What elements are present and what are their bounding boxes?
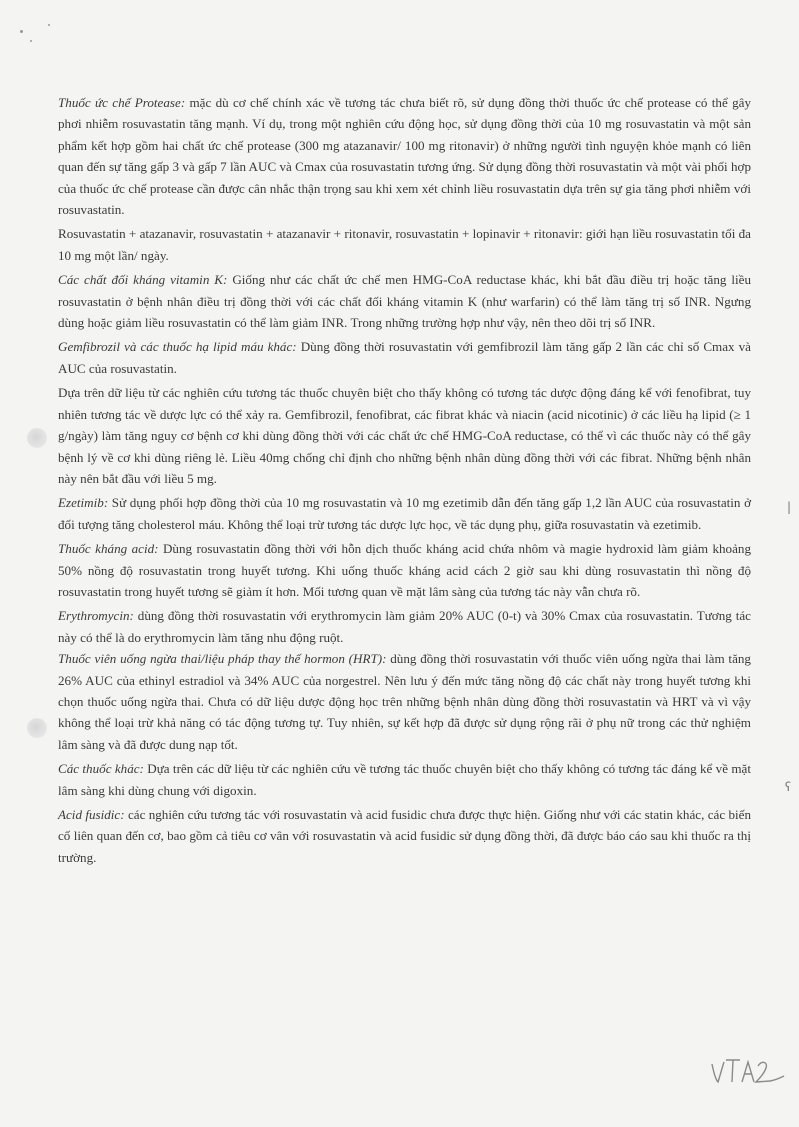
paragraph-text: Sử dụng phối hợp đồng thời của 10 mg rosuvastatin và 10 mg ezetimib dẫn đến tăng gấp 1,2 lần AUC của rosuvastatin ở đối tượng tăng cholesterol máu. Không thể loại trừ tương tác dược lực học, về tác dụng phụ, giữa rosuvastatin và ezetimib. [58, 495, 751, 532]
paragraph [58, 336, 751, 379]
paragraph [58, 492, 751, 535]
paragraph-label: Ezetimib: [58, 495, 109, 511]
paragraph [58, 605, 751, 648]
paragraph-label: Thuốc viên uống ngừa thai/liệu pháp thay thế hormon (HRT): [58, 651, 387, 667]
paragraph-label: Thuốc ức chế Protease: [58, 95, 186, 110]
paragraph [58, 223, 751, 266]
paragraph-text: mặc dù cơ chế chính xác về tương tác chưa biết rõ, sử dụng đồng thời thuốc ức chế protease có thể gây phơi nhiễm rosuvastatin tăng mạnh. Ví dụ, trong một nghiên cứu động học, sử dụng đồng thời của 10 mg rosuvastatin và một sản phẩm kết hợp gồm hai chất ức chế protease (300 mg atazanavir/ 100 mg ritonavir) ở những người tình nguyện khỏe mạnh có liên quan đến sự tăng gấp 3 và gấp 7 lần AUC và Cmax của rosuvastatin tương ứng. Sử dụng đồng thời rosuvastatin và một vài phối hợp của thuốc ức chế protease cần được cân nhắc thận trọng sau khi xem xét chỉnh liều rosuvastatin dựa trên sự gia tăng phơi nhiễm với rosuvastatin. [58, 95, 751, 218]
paragraph-label: Erythromycin: [58, 608, 134, 624]
paragraph [58, 269, 751, 333]
paragraph-label: Các chất đối kháng vitamin K: [58, 272, 228, 288]
scan-speck [30, 40, 32, 42]
document-body [58, 92, 751, 871]
paragraph-text: Dựa trên dữ liệu từ các nghiên cứu tương tác thuốc chuyên biệt cho thấy không có tương tác dược động đáng kể với fenofibrat, tuy nhiên tương tác về dược lực có thể xảy ra. Gemfibrozil, fenofibrat, các fibrat khác và niacin (acid nicotinic) ở các liều hạ lipid (≥ 1 g/ngày) làm tăng nguy cơ bệnh cơ khi dùng đồng thời với các chất ức chế HMG-CoA reductase, có thể vì các thuốc này có thể gây bệnh lý về cơ khi dùng riêng lẻ. Liều 40mg chống chỉ định cho những bệnh nhân dùng đồng thời với các fibrat. Những bệnh nhân này nên bắt đầu với liều 5 mg. [58, 385, 751, 486]
paragraph [58, 648, 751, 755]
paragraph [58, 382, 751, 489]
paragraph-text: các nghiên cứu tương tác với rosuvastatin và acid fusidic chưa được thực hiện. Giống như với các statin khác, các biến cố liên quan đến cơ, bao gồm cả tiêu cơ vân với rosuvastatin và acid fusidic sử dụng đồng thời, đã được báo cáo sau khi thuốc ra thị trường. [58, 807, 751, 865]
paragraph-label: Acid fusidic: [58, 807, 125, 822]
paragraph-text: Dùng rosuvastatin đồng thời với hỗn dịch thuốc kháng acid chứa nhôm và magie hydroxid làm giảm khoảng 50% nồng độ rosuvastatin trong huyết tương. Khi uống thuốc kháng acid cách 2 giờ sau khi dùng rosuvastatin thì nồng độ rosuvastatin trong huyết tương sẽ giảm ít hơn. Mối tương quan về mặt lâm sàng của tương tác này vẫn chưa rõ. [58, 541, 751, 599]
paragraph [58, 758, 751, 801]
paragraph-text: Giống như các chất ức chế men HMG-CoA reductase khác, khi bắt đầu điều trị hoặc tăng liều rosuvastatin ở bệnh nhân điều trị đồng thời với các chất đối kháng vitamin K (như warfarin) có thể làm tăng trị số INR. Ngưng dùng hoặc giảm liều rosuvastatin có thể làm giảm INR. Trong những trường hợp như vậy, nên theo dõi trị số INR. [58, 272, 751, 331]
paragraph-label: Các thuốc khác: [58, 761, 144, 777]
punch-hole [27, 428, 47, 448]
scan-speck [20, 30, 23, 33]
paragraph [58, 92, 751, 220]
paragraph-text: Dựa trên các dữ liệu từ các nghiên cứu về tương tác thuốc chuyên biệt cho thấy không có tương tác đáng kể về mặt lâm sàng khi dùng chung với digoxin. [58, 761, 751, 798]
paragraph-text: dùng đồng thời rosuvastatin với thuốc viên uống ngừa thai làm tăng 26% AUC của ethinyl estradiol và 34% AUC của norgestrel. Nên lưu ý đến mức tăng nồng độ các chất này trong huyết tương khi chọn thuốc uống ngừa thai. Chưa có dữ liệu dược động học trên những bệnh nhân dùng đồng thời rosuvastatin và HRT và vì vậy không thể loại trừ khả năng có tác động tương tự. Tuy nhiên, sự kết hợp đã được sử dụng rộng rãi ở phụ nữ trong các thử nghiệm lâm sàng và đã được dung nạp tốt. [58, 651, 751, 752]
paragraph-text: Dùng đồng thời rosuvastatin với gemfibrozil làm tăng gấp 2 lần các chỉ số Cmax và AUC của rosuvastatin. [58, 339, 751, 376]
paragraph-label: Thuốc kháng acid: [58, 541, 159, 557]
edge-mark: | [786, 500, 791, 514]
scan-speck [48, 24, 50, 26]
paragraph-text: Rosuvastatin + atazanavir, rosuvastatin + atazanavir + ritonavir, rosuvastatin + lopinavir + ritonavir: giới hạn liều rosuvastatin tối đa 10 mg một lần/ ngày. [58, 226, 751, 263]
paragraph [58, 538, 751, 602]
paragraph [58, 804, 751, 868]
edge-mark: ʕ [784, 780, 791, 794]
punch-hole [27, 718, 47, 738]
paragraph-text: dùng đồng thời rosuvastatin với erythromycin làm giảm 20% AUC (0-t) và 30% Cmax của rosuvastatin. Tương tác này có thể là do erythromycin làm tăng nhu động ruột. [58, 608, 751, 645]
handwritten-initials [706, 1050, 786, 1090]
paragraph-label: Gemfibrozil và các thuốc hạ lipid máu khác: [58, 339, 297, 355]
